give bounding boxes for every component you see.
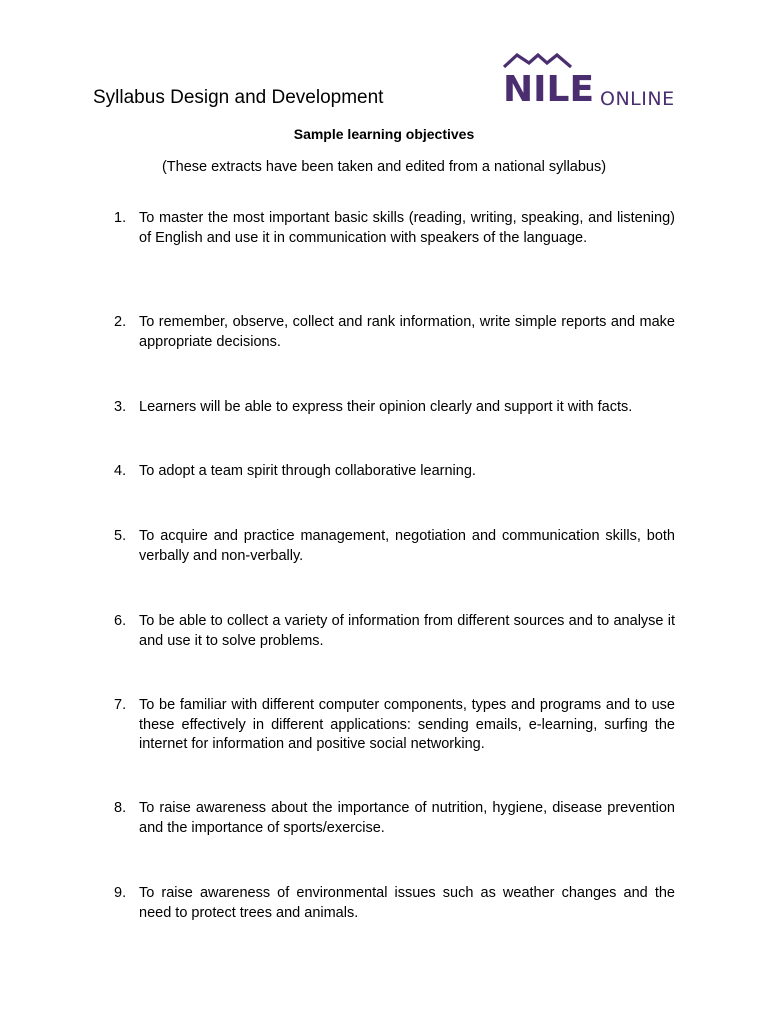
objective-number: 6.	[114, 613, 127, 629]
objective-number: 5.	[114, 528, 127, 544]
objective-text: To acquire and practice management, negotiation and communication skills, both verbally and non-verbally.	[139, 528, 675, 564]
objective-item	[114, 884, 675, 923]
objective-number: 2.	[114, 314, 127, 330]
objective-text: To remember, observe, collect and rank information, write simple reports and make appropriate decisions.	[139, 314, 675, 350]
objective-text: To be able to collect a variety of information from different sources and to analyse it and use it to solve problems.	[139, 613, 675, 649]
nile-online-logo	[503, 52, 678, 110]
objective-text: To raise awareness about the importance of nutrition, hygiene, disease prevention and the importance of sports/exercise.	[139, 800, 675, 836]
objective-number: 7.	[114, 697, 127, 713]
objective-text: To adopt a team spirit through collaborative learning.	[139, 463, 476, 479]
objective-item	[114, 209, 675, 248]
objective-item	[114, 313, 675, 352]
logo-online-text: ONLINE	[600, 88, 675, 110]
objective-text: To be familiar with different computer components, types and programs and to use these effectively in different applications: sending emails, e-learning, surfing the internet for information and positive social networking.	[139, 697, 675, 752]
objective-item	[114, 696, 675, 755]
objective-number: 3.	[114, 399, 127, 415]
logo-nile-text: NILE	[503, 69, 595, 110]
objective-text: To raise awareness of environmental issues such as weather changes and the need to protect trees and animals.	[139, 885, 675, 921]
objective-item	[114, 398, 675, 418]
mountain-roof-icon	[503, 52, 573, 70]
objective-item	[114, 462, 675, 482]
section-subtitle: Sample learning objectives	[293, 126, 475, 142]
objective-number: 8.	[114, 800, 127, 816]
source-note: (These extracts have been taken and edited from a national syllabus)	[161, 159, 607, 175]
objective-item	[114, 799, 675, 838]
document-title: Syllabus Design and Development	[93, 87, 384, 108]
objective-number: 9.	[114, 885, 127, 901]
objective-item	[114, 527, 675, 566]
objective-number: 1.	[114, 210, 127, 226]
objective-text: Learners will be able to express their opinion clearly and support it with facts.	[139, 399, 633, 415]
objective-item	[114, 612, 675, 651]
objective-text: To master the most important basic skills (reading, writing, speaking, and listening) of English and use it in communication with speakers of the language.	[139, 210, 675, 246]
objective-number: 4.	[114, 463, 127, 479]
